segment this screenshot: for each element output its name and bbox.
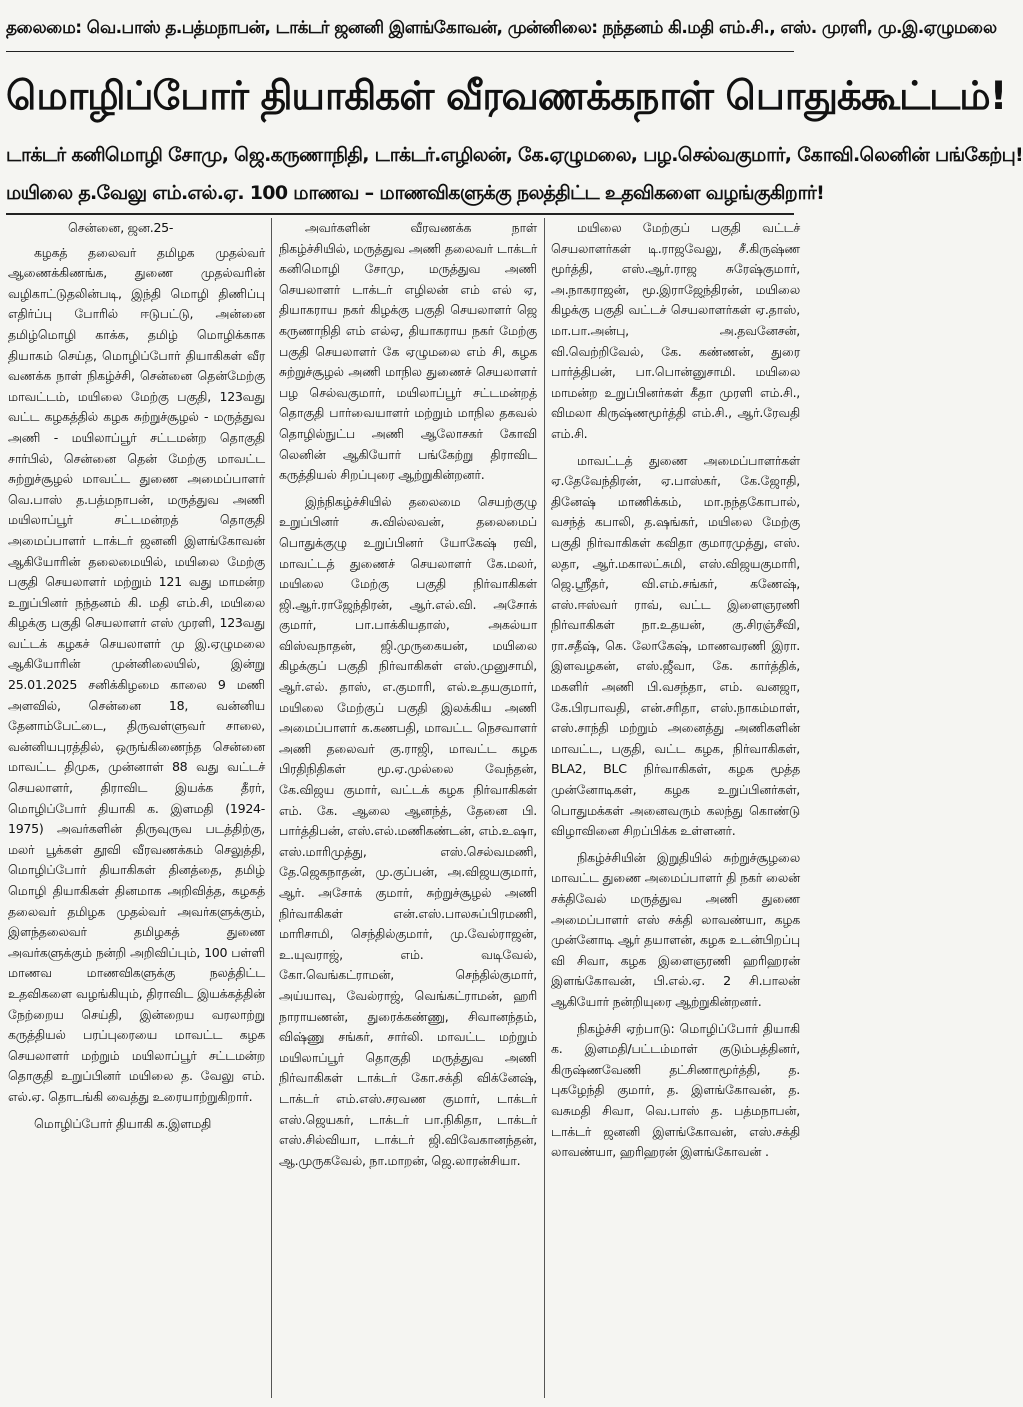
dateline: சென்னை, ஜன.25- <box>68 220 174 235</box>
column-3-paragraph: நிகழ்ச்சி ஏற்பாடு: மொழிப்போர் தியாகி க. இளமதி/பட்டம்மாள் குடும்பத்தினர், கிருஷ்ணவேணி தட்சிணாமூர்த்தி, த. புகழேந்தி குமார், த. இளங்கோவன், த. வசுமதி சிவா, வெ.பாஸ் த. பத்மநாபன், டாக்டர் ஜனனி இளங்கோவன், எஸ்.சக்தி லாவண்யா, ஹரிஹரன் இளங்கோவன் . <box>551 1020 800 1160</box>
column-1-paragraph: மொழிப்போர் தியாகி க.இளமதி <box>34 1115 212 1131</box>
column-divider <box>271 218 272 1398</box>
header-rule <box>6 213 794 215</box>
column-2-paragraph: அவர்களின் வீரவணக்க நாள் நிகழ்ச்சியில், மருத்துவ அணி தலைவர் டாக்டர் கனிமொழி சோமு, மருத்துவ அணி செயலாளர் டாக்டர் எழிலன் எம் எல் ஏ, தியாகராய நகர் கிழக்கு பகுதி செயலாளர் ஜெ கருணாநிதி எம் எல்ஏ, தியாகராய நகர் மேற்கு பகுதி செயலாளர் கே ஏழுமலை எம் சி, கழக சுற்றுச்சூழல் அணி மாநில துணைச் செயலாளர் பழ செல்வகுமார், மயிலாப்பூர் சட்டமன்றத் தொகுதி பார்வையாளர் மற்றும் மாநில தகவல் தொழில்நுட்ப அணி ஆலோசகர் கோவி லெனின் ஆகியோர் பங்கேற்று திராவிட கருத்தியல் சிறப்புரை ஆற்றுகின்றனர். <box>279 220 537 483</box>
column-divider <box>544 218 545 1398</box>
column-3-paragraph: மயிலை மேற்குப் பகுதி வட்டச் செயலாளர்கள் டி.ராஜவேலு, சீ.கிருஷ்ண மூர்த்தி, எஸ்.ஆர்.ராஜ சுரேஷ்குமார், அ.நாகராஜன், மூ.இராஜேந்திரன், மயிலை கிழக்கு பகுதி வட்டச் செயலாளர்கள் ஏ.தாஸ், மா.பா.அன்பு, அ.தவனேசன், வி.வெற்றிவேல், கே. கண்ணன், துரை பார்த்திபன், பா.பொன்னுசாமி. மயிலை மாமன்ற உறுப்பினர்கள் கீதா முரளி எம்.சி., விமலா கிருஷ்ணமூர்த்தி எம்.சி., ஆர்.ரேவதி எம்.சி. <box>551 220 800 441</box>
headline: மொழிப்போர் தியாகிகள் வீரவணக்கநாள் பொதுக்கூட்டம்! <box>6 74 1007 119</box>
column-1-paragraph: கழகத் தலைவர் தமிழக முதல்வர் ஆணைக்கிணங்க, துணை முதல்வரின் வழிகாட்டுதலின்படி, இந்தி மொழி திணிப்பு எதிர்ப்பு போரில் ஈடுபட்டு, அன்னை தமிழ்மொழி காக்க, தமிழ் மொழிக்காக தியாகம் செய்த, மொழிப்போர் தியாகிகள் வீர வணக்க நாள் நிகழ்ச்சி, சென்னை தென்மேற்கு மாவட்டம், மயிலை மேற்கு பகுதி, 123வது வட்ட கழகத்தில் கழக சுற்றுச்சூழல் - மருத்துவ அணி - மயிலாப்பூர் சட்டமன்ற தொகுதி சார்பில், சென்னை தென் மேற்கு மாவட்ட சுற்றுச்சூழல் மாவட்ட துணை அமைப்பாளர் வெ.பாஸ் த.பத்மநாபன், மருத்துவ அணி மயிலாப்பூர் சட்டமன்றத் தொகுதி அமைப்பாளர் டாக்டர் ஜனனி இளங்கோவன் ஆகியோரின் தலைமையில், மயிலை மேற்கு பகுதி செயலாளர் மற்றும் 121 வது மாமன்ற உறுப்பினர் நந்தனம் கி. மதி எம்.சி, மயிலை கிழக்கு பகுதி செயலாளர் எஸ் முரளி, 123வது வட்டக் கழகச் செயலாளர் மு இ.ஏழுமலை ஆகியோரின் முன்னிலையில், இன்று 25.01.2025 சனிக்கிழமை காலை 9 மணி அளவில், சென்னை 18, வன்னிய தேனாம்பேட்டை, திருவள்ளுவர் சாலை, வன்னியபுரத்தில், ஒருங்கிணைந்த சென்னை மாவட்ட திமுக, முன்னாள் 88 வது வட்டச் செயலாளர், திராவிட இயக்க தீரர், மொழிப்போர் தியாகி க. இளமதி (1924-1975) அவர்களின் திருவுருவ படத்திற்கு, மலர் பூக்கள் தூவி வீரவணக்கம் செலுத்தி, மொழிப்போர் தியாகிகள் தினத்தை, தமிழ் மொழி தியாகிகள் தினமாக அறிவித்த, கழகத் தலைவர் தமிழக முதல்வர் அவர்களுக்கும், இளந்தலைவர் தமிழகத் துணை அவர்களுக்கும் நன்றி அறிவிப்பும், 100 பள்ளி மாணவ மாணவிகளுக்கு நலத்திட்ட உதவிகளை வழங்கியும், திராவிட இயக்கத்தின் நேற்றைய செய்தி, இன்றைய வரலாற்று கருத்தியல் பரப்புரையை மாவட்ட கழக செயலாளர் மற்றும் மயிலாப்பூர் சட்டமன்ற தொகுதி உறுப்பினர் மயிலை த. வேலு எம். எல்.ஏ. தொடங்கி வைத்து உரையாற்றுகிறார். <box>8 244 265 1104</box>
subheadline-welfare: மயிலை த.வேலு எம்.எல்.ஏ. 100 மாணவ – மாணவிகளுக்கு நலத்திட்ட உதவிகளை வழங்குகிறார்! <box>6 182 825 204</box>
leaders-line: தலைமை: வெ.பாஸ் த.பத்மநாபன், டாக்டர் ஜனனி இளங்கோவன், முன்னிலை: நந்தனம் கி.மதி எம்.சி., எஸ். முரளி, மு.இ.ஏழுமலை <box>6 4 794 52</box>
column-3-paragraph: மாவட்டத் துணை அமைப்பாளர்கள் ஏ.தேவேந்திரன், ஏ.பாஸ்கர், கே.ஜோதி, தினேஷ் மாணிக்கம், மா.நந்தகோபால், வசந்த் கபாலி, த.ஷங்கர், மயிலை மேற்கு பகுதி நிர்வாகிகள் கவிதா குமாரமுத்து, எஸ். லதா, ஆர்.மகாலட்சுமி, எஸ்.விஜயகுமாரி, ஜெ.ஸ்ரீதர், வி.எம்.சங்கர், கணேஷ், எஸ்.ஈஸ்வர் ராவ், வட்ட இளைஞரணி நிர்வாகிகள் நா.உதயன், கு.சிரஞ்சீவி, ரா.சதீஷ், கெ. லோகேஷ், மாணவரணி இரா. இளவழகன், எஸ்.ஜீவா, கே. கார்த்திக், மகளிர் அணி பி.வசந்தா, எம். வனஜா, கே.பிரபாவதி, என்.சரிதா, எஸ்.நாகம்மாள், எஸ்.சாந்தி மற்றும் அனைத்து அணிகளின் மாவட்ட, பகுதி, வட்ட கழக, நிர்வாகிகள், BLA2, BLC நிர்வாகிகள், கழக மூத்த முன்னோடிகள், கழக உறுப்பினர்கள், பொதுமக்கள் அனைவரும் கலந்து கொண்டு விழாவினை சிறப்பிக்க உள்ளனர். <box>551 452 800 839</box>
column-2-paragraph: இந்நிகழ்ச்சியில் தலைமை செயற்குழு உறுப்பினர் சு.வில்லவன், தலைமைப் பொதுக்குழு உறுப்பினர் யோகேஷ் ரவி, மாவட்டத் துணைச் செயலாளர் கே.மலர், மயிலை மேற்கு பகுதி நிர்வாகிகள் ஜி.ஆர்.ராஜேந்திரன், ஆர்.எல்.வி. அசோக் குமார், பா.பாக்கியதாஸ், அகல்யா விஸ்வநாதன், ஜி.முருகையன், மயிலை கிழக்குப் பகுதி நிர்வாகிகள் எஸ்.முனுசாமி, ஆர்.எல். தாஸ், எ.குமாரி, எல்.உதயகுமார், மயிலை மேற்குப் பகுதி இலக்கிய அணி அமைப்பாளர் க.கணபதி, மாவட்ட நெசவாளர் அணி தலைவர் கு.ராஜி, மாவட்ட கழக பிரதிநிதிகள் மூ.ஏ.முல்லை வேந்தன், கே.விஜய குமார், வட்டக் கழக நிர்வாகிகள் எம். கே. ஆலை ஆனந்த், தேனை பி. பார்த்திபன், எஸ்.எல்.மணிகண்டன், எம்.உஷா, எஸ்.மாரிமுத்து, எஸ்.செல்வமணி, தே.ஜெகநாதன், மு.குப்பன், அ.விஜயகுமார், ஆர். அசோக் குமார், சுற்றுச்சூழல் அணி நிர்வாகிகள் என்.எஸ்.பாலசுப்பிரமணி, மாரிசாமி, செந்தில்குமார், மு.வேல்ராஜன், உ.யுவராஜ், எம். வடிவேல், கோ.வெங்கட்ராமன், செந்தில்குமார், அய்யாவு, வேல்ராஜ், வெங்கட்ராமன், ஹரி நாராயணன், துரைக்கண்ணு, சிவானந்தம், விஷ்ணு சங்கர், சார்லி. மாவட்ட மற்றும் மயிலாப்பூர் தொகுதி மருத்துவ அணி நிர்வாகிகள் டாக்டர் கோ.சக்தி விக்னேஷ், டாக்டர் எம்.எஸ்.சரவண குமார், டாக்டர் எஸ்.ஜெயகர், டாக்டர் பா.நிகிதா, டாக்டர் எஸ்.சில்வியா, டாக்டர் ஜி.விவேகானந்தன், ஆ.முருகவேல், நா.மாறன், ஜெ.லாரன்சியா. <box>279 493 537 1168</box>
column-3-paragraph: நிகழ்ச்சியின் இறுதியில் சுற்றுச்சூழலை மாவட்ட துணை அமைப்பாளர் தி நகர் லைன் சக்திவேல் மருத்துவ அணி துணை அமைப்பாளர் எஸ் சக்தி லாவண்யா, கழக முன்னோடி ஆர் தயாளன், கழக உடன்பிறப்பு வி சிவா, கழக இளைஞரணி ஹரிஹரன் இளங்கோவன், பி.எல்.ஏ. 2 சி.பாலன் ஆகியோர் நன்றியுரை ஆற்றுகின்றனர். <box>551 849 800 1009</box>
article-column-3 <box>551 218 800 1404</box>
subheadline-participants: டாக்டர் கனிமொழி சோமு, ஜெ.கருணாநிதி, டாக்டர்.எழிலன், கே.ஏழுமலை, பழ.செல்வகுமார், கோவி.லெனின் பங்கேற்பு! <box>6 144 1023 166</box>
article-column-2 <box>279 218 537 1404</box>
article-column-1 <box>8 218 265 1404</box>
